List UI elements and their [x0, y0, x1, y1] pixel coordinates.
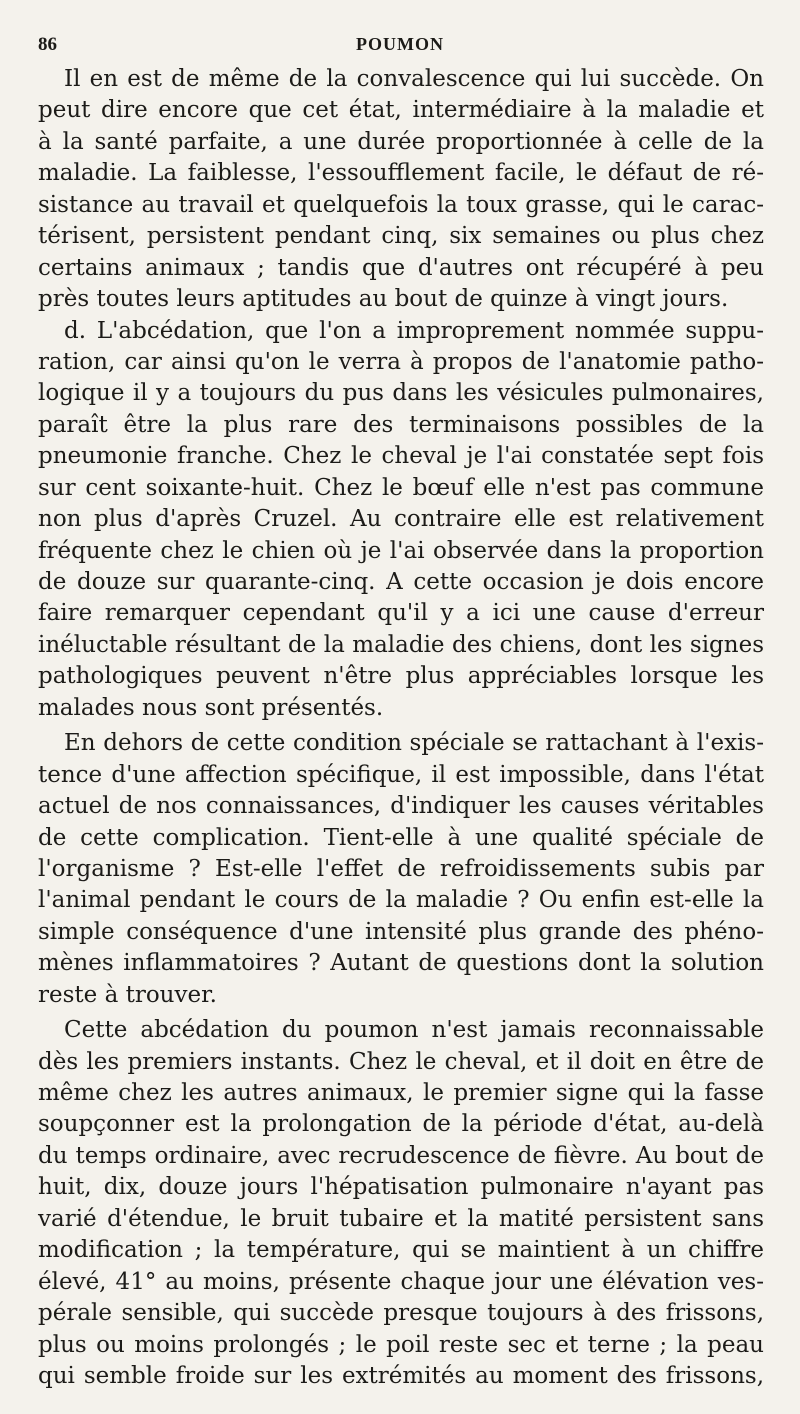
text-line: simple conséquence d'une intensité plus grande des phéno-	[38, 918, 764, 945]
text-line: huit, dix, douze jours l'hépatisation pulmonaire n'ayant pas	[38, 1174, 764, 1201]
text-line: l'organisme ? Est-elle l'effet de refroidissements subis par	[38, 855, 764, 882]
text-line: peut dire encore que cet état, intermédiaire à la maladie et	[38, 97, 764, 124]
paragraph-diagnosis	[38, 1015, 764, 1392]
text-line: térisent, persistent pendant cinq, six semaines ou plus chez	[38, 223, 764, 250]
text-line: du temps ordinaire, avec recrudescence de fièvre. Au bout de	[38, 1142, 764, 1169]
paragraph-causes	[38, 728, 764, 1011]
text-line: faire remarquer cependant qu'il y a ici une cause d'erreur	[38, 600, 764, 627]
text-line: maladie. La faiblesse, l'essoufflement facile, le défaut de ré-	[38, 160, 764, 187]
text-line: de douze sur quarante-cinq. A cette occasion je dois encore	[38, 569, 764, 595]
text-line: certains animaux ; tandis que d'autres ont récupéré à peu	[38, 254, 764, 281]
text-line: paraît être la plus rare des terminaisons possibles de la	[38, 411, 764, 438]
text-line: varié d'étendue, le bruit tubaire et la matité persistent sans	[38, 1205, 764, 1232]
text-line: sur cent soixante-huit. Chez le bœuf elle n'est pas commune	[38, 474, 764, 501]
text-line: Il en est de même de la convalescence qui lui succède. On	[64, 66, 764, 92]
text-line: même chez les autres animaux, le premier signe qui la fasse	[38, 1080, 764, 1106]
text-line: ration, car ainsi qu'on le verra à propos de l'anatomie patho-	[38, 348, 764, 375]
text-line: non plus d'après Cruzel. Au contraire elle est relativement	[38, 506, 764, 533]
text-line: près toutes leurs aptitudes au bout de quinze à vingt jours.	[38, 286, 729, 313]
text-line: pneumonie franche. Chez le cheval je l'ai constatée sept fois	[38, 443, 764, 470]
text-line: sistance au travail et quelquefois la toux grasse, qui le carac-	[38, 191, 764, 218]
text-line: fréquente chez le chien où je l'ai observée dans la proportion	[38, 537, 764, 564]
page-number: 86	[38, 34, 57, 55]
text-line: mènes inflammatoires ? Autant de questions dont la solution	[38, 950, 764, 977]
text-line: plus ou moins prolongés ; le poil reste sec et terne ; la peau	[38, 1331, 764, 1358]
text-line: logique il y a toujours du pus dans les vésicules pulmonaires,	[38, 380, 764, 407]
text-line: qui semble froide sur les extrémités au moment des frissons,	[38, 1362, 764, 1389]
body-text	[38, 64, 764, 1392]
paragraph-abcedation	[38, 316, 764, 725]
text-line: pathologiques peuvent n'être plus appréciables lorsque les	[38, 663, 764, 690]
text-line: d. L'abcédation, que l'on a improprement nommée suppu-	[64, 317, 764, 344]
text-line: inéluctable résultant de la maladie des chiens, dont les signes	[38, 631, 764, 658]
running-head	[0, 34, 800, 62]
text-line: modification ; la température, qui se maintient à un chiffre	[38, 1237, 764, 1264]
text-line: reste à trouver.	[38, 981, 217, 1008]
text-line: l'animal pendant le cours de la maladie ? Ou enfin est-elle la	[38, 887, 764, 914]
paragraph-convalescence	[38, 64, 764, 316]
text-line: En dehors de cette condition spéciale se rattachant à l'exis-	[64, 730, 764, 757]
text-line: soupçonner est la prolongation de la période d'état, au-delà	[38, 1111, 764, 1138]
running-title: POUMON	[356, 34, 444, 54]
text-line: tence d'une affection spécifique, il est impossible, dans l'état	[38, 761, 764, 788]
text-line: Cette abcédation du poumon n'est jamais reconnaissable	[64, 1017, 764, 1044]
text-line: malades nous sont présentés.	[38, 694, 384, 721]
text-line: à la santé parfaite, a une durée proportionnée à celle de la	[38, 128, 764, 155]
text-line: de cette complication. Tient-elle à une qualité spéciale de	[38, 824, 764, 851]
text-line: actuel de nos connaissances, d'indiquer les causes véritables	[38, 793, 764, 820]
text-line: pérale sensible, qui succède presque toujours à des frissons,	[38, 1300, 764, 1327]
text-line: dès les premiers instants. Chez le cheval, et il doit en être de	[38, 1048, 764, 1075]
text-line: élevé, 41° au moins, présente chaque jour une élévation ves-	[38, 1268, 764, 1295]
